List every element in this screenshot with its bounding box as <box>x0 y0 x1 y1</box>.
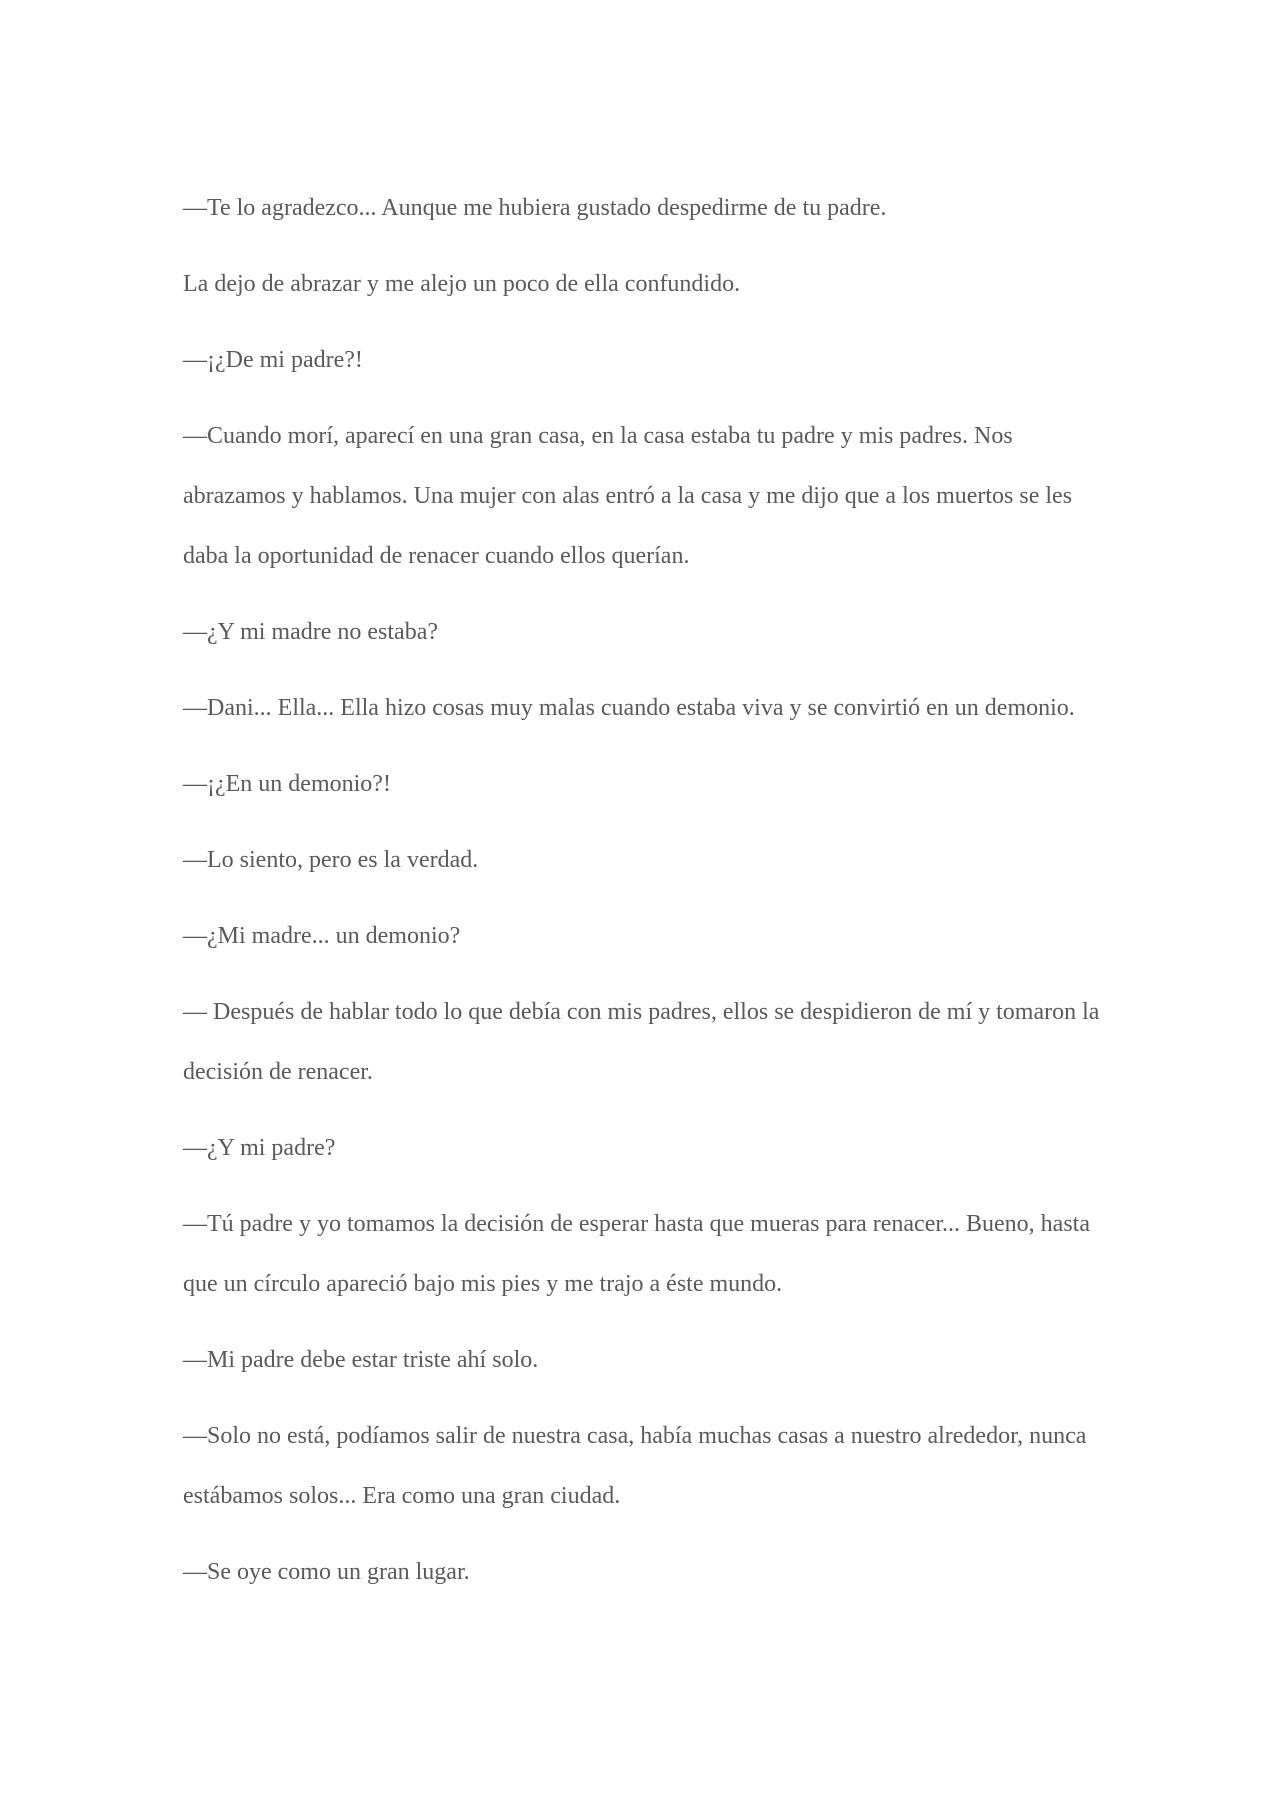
paragraph: —¿Y mi padre? <box>183 1135 336 1161</box>
paragraph: —¡¿De mi padre?! <box>183 347 363 373</box>
paragraph: La dejo de abrazar y me alejo un poco de ella confundido. <box>183 271 741 297</box>
paragraph: —Cuando morí, aparecí en una gran casa, en la casa estaba tu padre y mis padres. Nos abrazamos y hablamos. Una mujer con alas entró a la casa y me dijo que a los muertos se les daba la oportunidad de renacer cuando ellos querían. <box>183 423 1073 569</box>
paragraph: —Dani... Ella... Ella hizo cosas muy malas cuando estaba viva y se convirtió en un demonio. <box>183 695 1075 721</box>
paragraph: —Se oye como un gran lugar. <box>183 1559 470 1585</box>
paragraph: —Solo no está, podíamos salir de nuestra casa, había muchas casas a nuestro alrededor, nunca estábamos solos... Era como una gran ciudad. <box>183 1423 1087 1509</box>
paragraph: —Te lo agradezco... Aunque me hubiera gustado despedirme de tu padre. <box>183 195 887 221</box>
paragraph: — Después de hablar todo lo que debía con mis padres, ellos se despidieron de mí y tomaron la decisión de renacer. <box>183 999 1100 1085</box>
paragraph: —¡¿En un demonio?! <box>183 771 391 797</box>
paragraph: —¿Y mi madre no estaba? <box>183 619 439 645</box>
paragraph: —Mi padre debe estar triste ahí solo. <box>183 1347 539 1373</box>
paragraph: —Lo siento, pero es la verdad. <box>183 847 479 873</box>
paragraph: —Tú padre y yo tomamos la decisión de esperar hasta que mueras para renacer... Bueno, hasta que un círculo apareció bajo mis pies y me trajo a éste mundo. <box>183 1211 1090 1297</box>
text-body <box>183 178 1113 1618</box>
paragraph: —¿Mi madre... un demonio? <box>183 923 461 949</box>
